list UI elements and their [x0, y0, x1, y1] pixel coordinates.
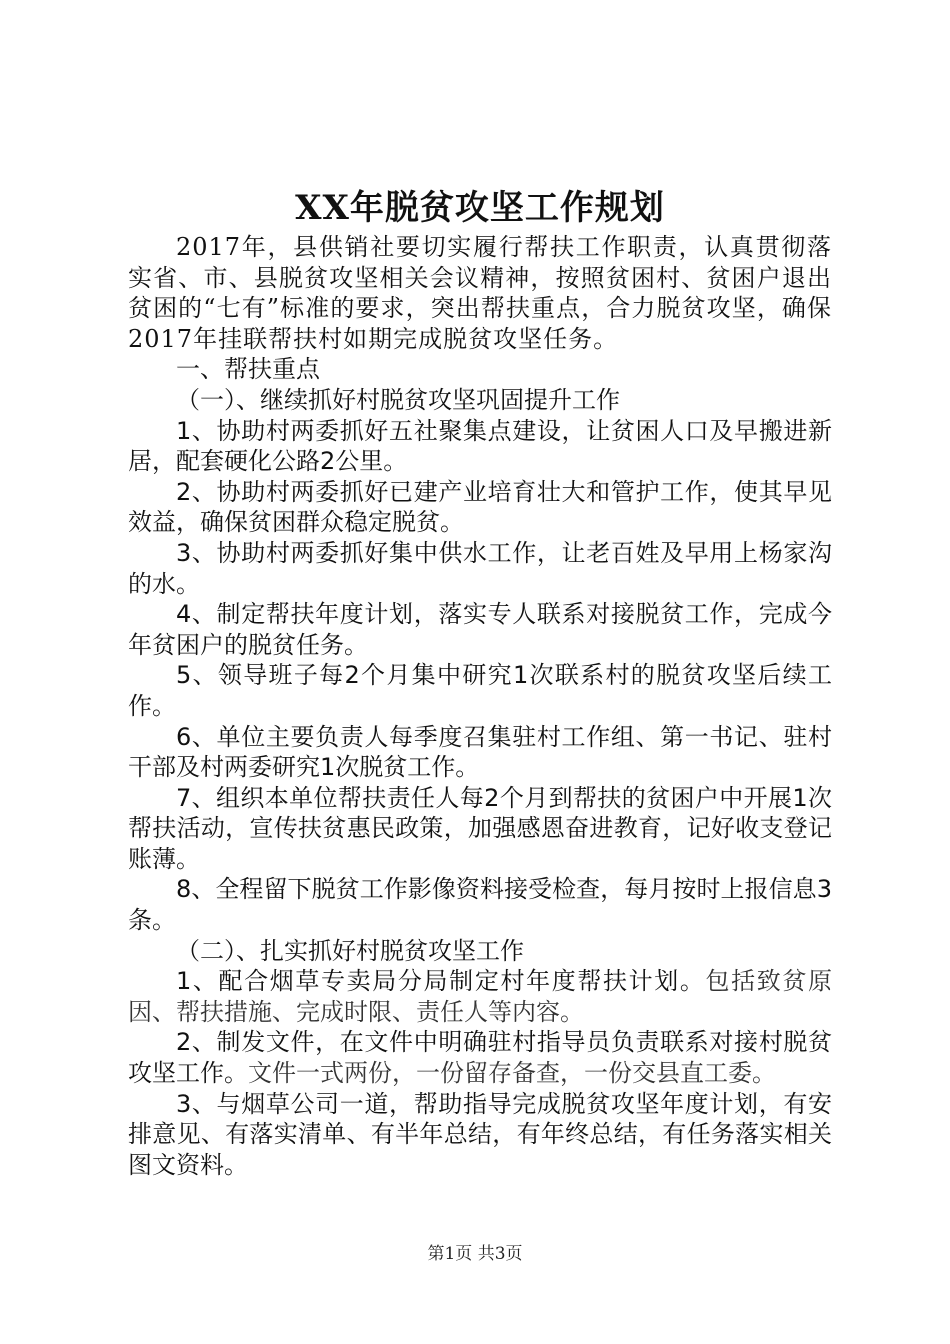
- subsection-heading-1: （一）、继续抓好村脱贫攻坚巩固提升工作: [176, 385, 620, 414]
- list-item: 8、全程留下脱贫工作影像资料接受检查，每月按时上报信息3条。: [128, 875, 832, 935]
- list-item: [128, 966, 832, 1027]
- intro-paragraph: 2017年，县供销社要切实履行帮扶工作职责，认真贯彻落实省、市、县脱贫攻坚相关会议精神，按照贫困村、贫困户退出贫困的“七有”标准的要求，突出帮扶重点，合力脱贫攻坚，确保2017年挂联帮扶村如期完成脱贫攻坚任务。: [128, 233, 832, 353]
- list-item-extra: 包括致贫原因、帮扶措施、完成时限、责任人等内容。: [128, 967, 832, 1026]
- page-footer: 第1页 共3页: [427, 1244, 523, 1264]
- list-item-extra: 文件一式两份，一份留存备查，一份交县直工委。: [248, 1059, 776, 1088]
- list-item: 1、协助村两委抓好五社聚集点建设，让贫困人口及早搬进新居，配套硬化公路2公里。: [128, 416, 832, 476]
- list-item: 5、领导班子每2个月集中研究1次联系村的脱贫攻坚后续工作。: [128, 661, 832, 720]
- list-item: 7、组织本单位帮扶责任人每2个月到帮扶的贫困户中开展1次帮扶活动，宣传扶贫惠民政策，加强感恩奋进教育，记好收支登记账薄。: [128, 783, 832, 873]
- section-heading: 一、帮扶重点: [176, 355, 320, 384]
- list-item: 4、制定帮扶年度计划，落实专人联系对接脱贫工作，完成今年贫困户的脱贫任务。: [128, 600, 832, 659]
- list-item: [128, 1027, 832, 1088]
- list-item: [128, 1089, 832, 1181]
- list-item: 2、协助村两委抓好已建产业培育壮大和管护工作，使其早见效益，确保贫困群众稳定脱贫。: [128, 477, 832, 537]
- list-item: 3、协助村两委抓好集中供水工作，让老百姓及早用上杨家沟的水。: [128, 538, 832, 598]
- subsection-heading-2: （二）、扎实抓好村脱贫攻坚工作: [176, 936, 524, 965]
- document-title: XX年脱贫攻坚工作规划: [295, 188, 665, 228]
- list-item: 6、单位主要负责人每季度召集驻村工作组、第一书记、驻村干部及村两委研究1次脱贫工作。: [128, 722, 832, 782]
- list-item-main: 2、制发文件，在文件中明确驻村指导员负责联系对接村脱贫攻坚工作。: [128, 1028, 832, 1088]
- document-body: [128, 186, 832, 1180]
- list-item-main: 3、与烟草公司一道，帮助指导完成脱贫攻坚年度计划，有安排意见、有落实清单、有半年总结，有年终总结，有任务落实相关图文资料。: [128, 1089, 832, 1179]
- list-item-main: 1、配合烟草专卖局分局制定村年度帮扶计划。: [176, 967, 706, 996]
